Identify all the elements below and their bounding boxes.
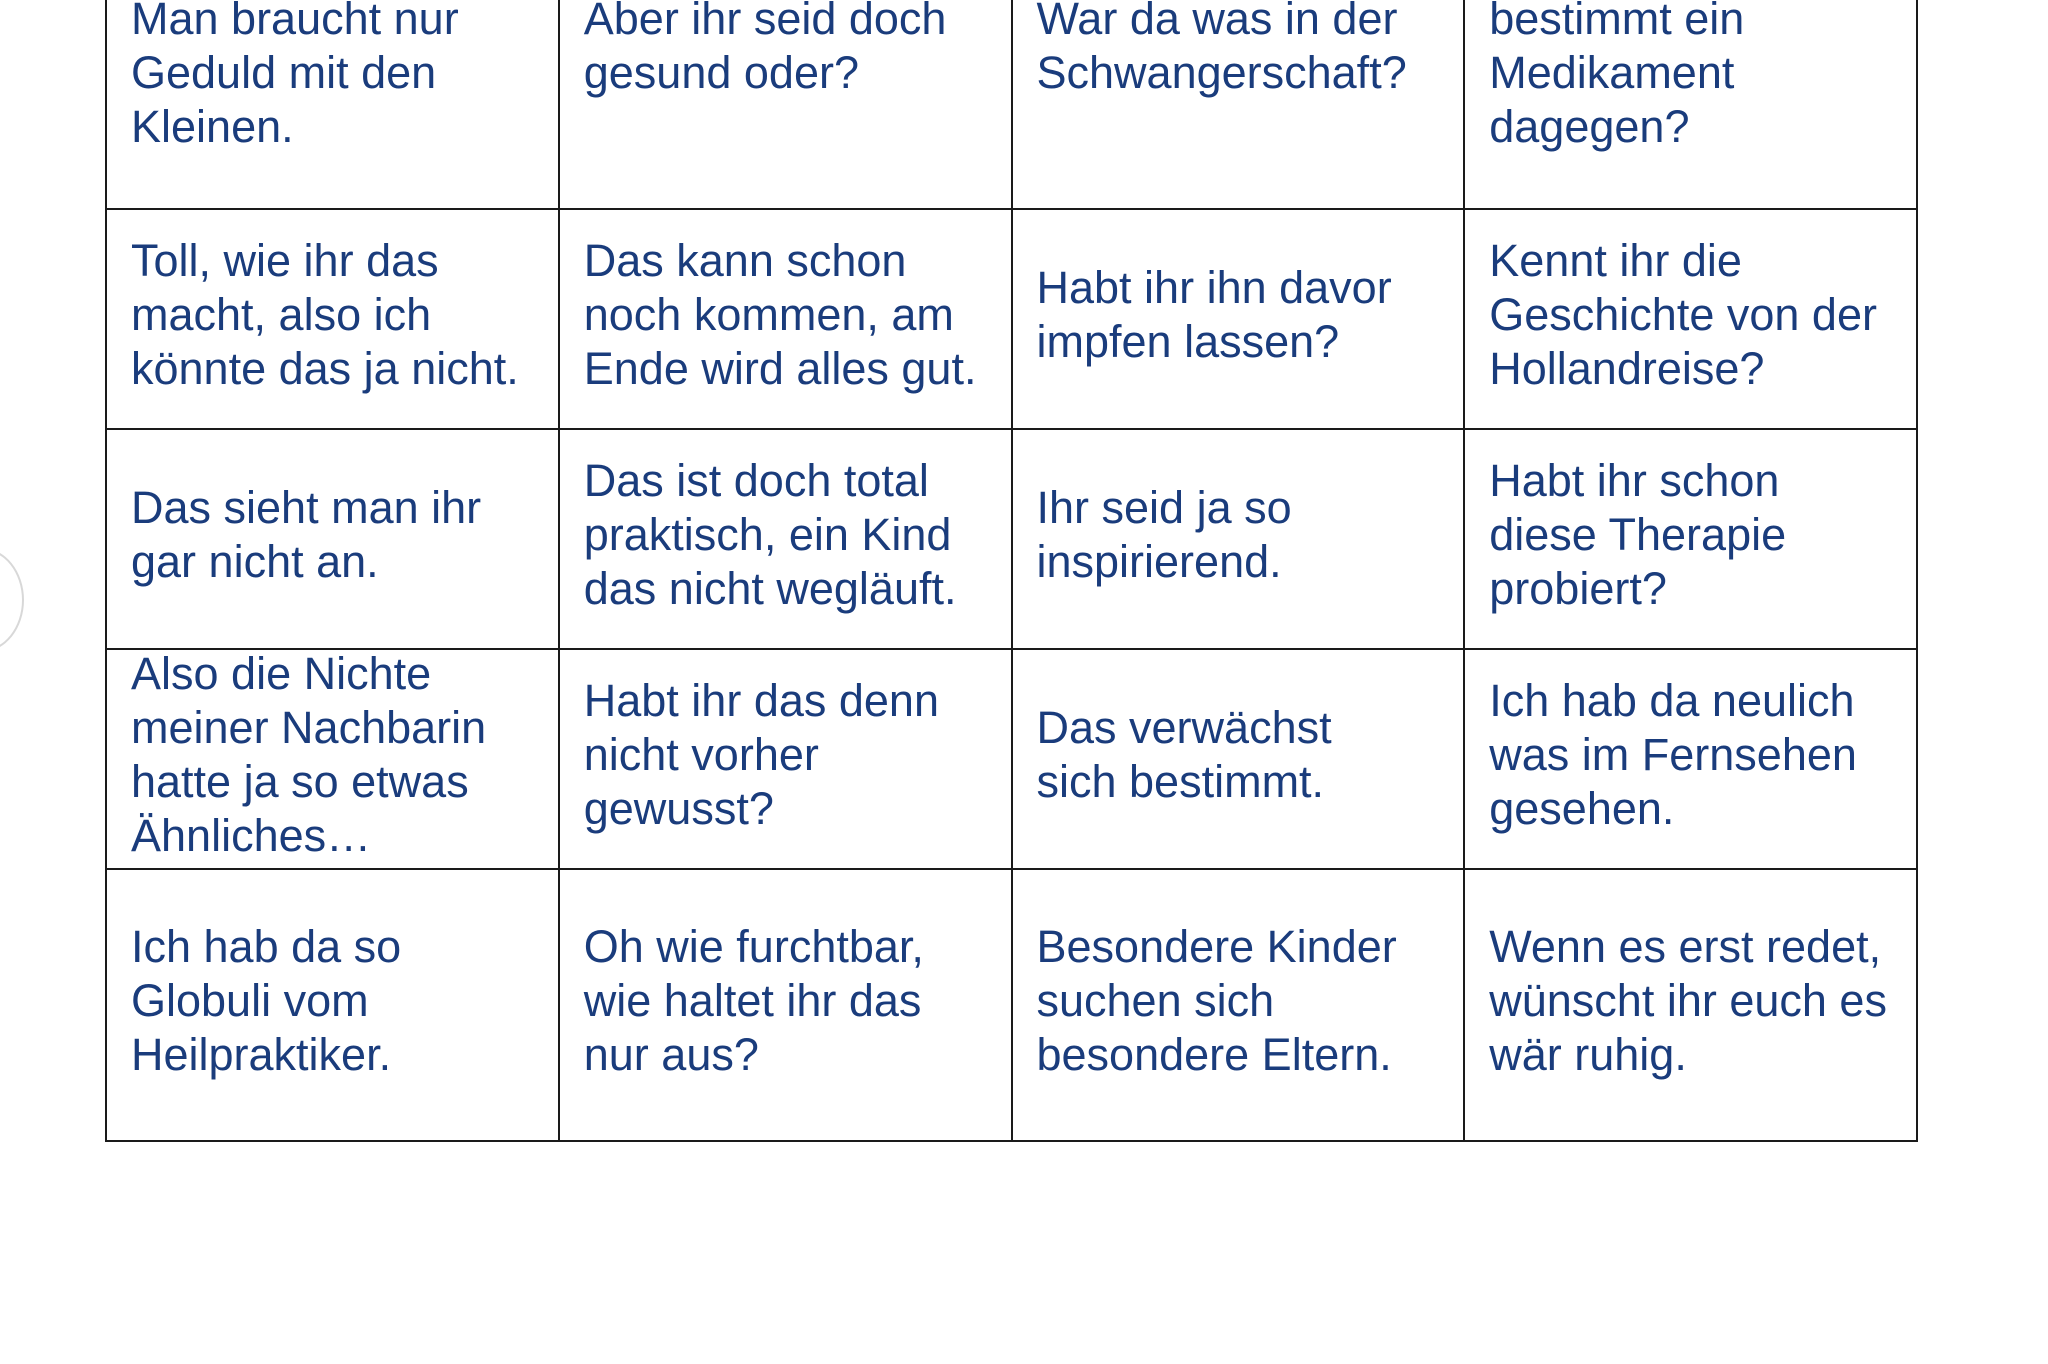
table-row <box>106 869 1917 1141</box>
cell-text: Habt ihr schon diese Therapie probiert? <box>1489 455 1787 614</box>
table-cell[interactable] <box>106 209 559 429</box>
cell-text: Wenn es erst redet, wünscht ihr euch es wär ruhig. <box>1489 921 1887 1080</box>
table-cell[interactable] <box>1012 429 1465 649</box>
side-panel-handle[interactable] <box>0 548 24 652</box>
table-row <box>106 0 1917 209</box>
cell-text: bestimmt ein Medikament dagegen? <box>1489 0 1745 152</box>
cell-text: Das kann schon noch kommen, am Ende wird alles gut. <box>583 235 977 394</box>
table-cell[interactable] <box>1464 209 1917 429</box>
cell-text: Oh wie furchtbar, wie haltet ihr das nur aus? <box>583 921 924 1080</box>
cell-text: Ich hab da neulich was im Fernsehen gesehen. <box>1489 675 1857 834</box>
cell-text: Ich hab da so Globuli vom Heilpraktiker. <box>131 921 402 1080</box>
cell-text: Das sieht man ihr gar nicht an. <box>131 482 482 587</box>
table-cell[interactable] <box>1464 0 1917 209</box>
cell-text: Kennt ihr die Geschichte von der Hollandreise? <box>1489 235 1877 394</box>
cell-text: Also die Nichte meiner Nachbarin hatte ja so etwas Ähnliches… <box>131 649 487 861</box>
cell-text: War da was in der Schwangerschaft? <box>1036 0 1407 98</box>
table-cell[interactable] <box>1012 0 1465 209</box>
cell-text: Habt ihr ihn davor impfen lassen? <box>1036 262 1392 367</box>
cell-text: Toll, wie ihr das macht, also ich könnte das ja nicht. <box>131 235 519 394</box>
cell-text: Das ist doch total praktisch, ein Kind das nicht wegläuft. <box>583 455 957 614</box>
table-cell[interactable] <box>106 869 559 1141</box>
table-cell[interactable] <box>106 649 559 869</box>
cell-text: Das verwächst sich bestimmt. <box>1036 702 1332 807</box>
table-cell[interactable] <box>106 0 559 209</box>
table-cell[interactable] <box>1464 429 1917 649</box>
table-cell[interactable] <box>559 209 1012 429</box>
table-cell[interactable] <box>559 649 1012 869</box>
cell-text: Besondere Kinder suchen sich besondere Eltern. <box>1036 921 1397 1080</box>
table-cell[interactable] <box>559 429 1012 649</box>
table-row <box>106 209 1917 429</box>
table-row <box>106 429 1917 649</box>
table-cell[interactable] <box>1012 649 1465 869</box>
table-row <box>106 649 1917 869</box>
table-cell[interactable] <box>1012 209 1465 429</box>
cell-text: Man braucht nur Geduld mit den Kleinen. <box>131 0 459 152</box>
bingo-table <box>105 0 1918 1142</box>
table-cell[interactable] <box>1464 869 1917 1141</box>
table-cell[interactable] <box>106 429 559 649</box>
table-cell[interactable] <box>559 869 1012 1141</box>
cell-text: Habt ihr das denn nicht vorher gewusst? <box>583 675 939 834</box>
table-cell[interactable] <box>1464 649 1917 869</box>
cell-text: Aber ihr seid doch gesund oder? <box>583 0 947 98</box>
table-cell[interactable] <box>559 0 1012 209</box>
table-cell[interactable] <box>1012 869 1465 1141</box>
cell-text: Ihr seid ja so inspirierend. <box>1036 482 1292 587</box>
